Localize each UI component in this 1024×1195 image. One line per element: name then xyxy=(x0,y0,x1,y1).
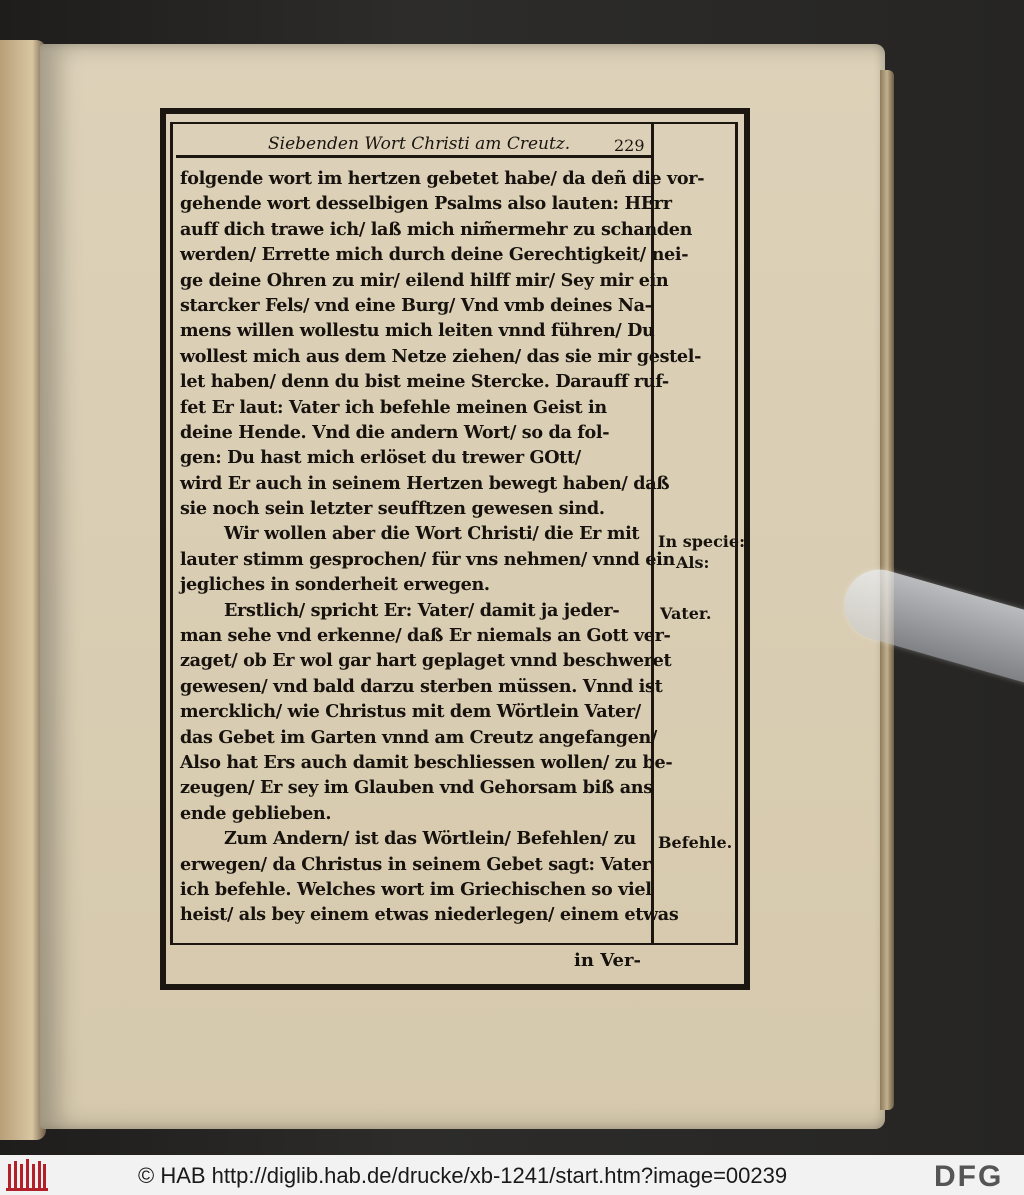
bottom-rule xyxy=(170,943,738,945)
text-line: sie noch sein letzter seufftzen gewesen sind. xyxy=(180,498,605,520)
header-rule xyxy=(176,155,654,158)
text-line: gen: Du hast mich erlöset du trewer GOtt/ xyxy=(180,447,581,469)
text-line: heist/ als bey einem etwas niederlegen/ einem etwas xyxy=(180,904,679,926)
text-line: wird Er auch in seinem Hertzen bewegt haben/ daß xyxy=(180,472,670,494)
hab-logo-icon xyxy=(6,1158,48,1192)
text-line: Also hat Ers auch damit beschliessen wollen/ zu be- xyxy=(180,751,673,773)
text-line: Zum Andern/ ist das Wörtlein/ Befehlen/ zu xyxy=(224,828,636,850)
text-line: werden/ Errette mich durch deine Gerechtigkeit/ nei- xyxy=(180,244,689,266)
text-line: ge deine Ohren zu mir/ eilend hilff mir/ Sey mir ein xyxy=(180,269,669,291)
text-line: wollest mich aus dem Netze ziehen/ das sie mir gestel- xyxy=(180,345,702,367)
text-line: mercklich/ wie Christus mit dem Wörtlein Vater/ xyxy=(180,701,641,723)
text-line: folgende wort im hertzen gebetet habe/ da deñ die vor- xyxy=(180,168,705,189)
text-line: gehende wort desselbigen Psalms also lauten: HErr xyxy=(180,193,672,215)
running-head: Siebenden Wort Christi am Creutz. xyxy=(268,134,571,154)
margin-note-als: Als: xyxy=(676,553,710,572)
text-line: starcker Fels/ vnd eine Burg/ Vnd vmb deines Na- xyxy=(180,294,652,316)
text-line: erwegen/ da Christus in seinem Gebet sagt: Vater xyxy=(180,853,651,875)
footer-credit-link[interactable]: © HAB http://diglib.hab.de/drucke/xb-1241/start.htm?image=00239 xyxy=(138,1163,788,1188)
catchword: in Ver- xyxy=(574,950,641,971)
text-line: let haben/ denn du bist meine Stercke. Darauff ruf- xyxy=(180,371,669,393)
text-line: deine Hende. Vnd die andern Wort/ so da fol- xyxy=(180,421,610,443)
text-line: jegliches in sonderheit erwegen. xyxy=(180,574,490,596)
text-line: Erstlich/ spricht Er: Vater/ damit ja jeder- xyxy=(224,599,620,621)
margin-note-in-specie: In specie: xyxy=(658,532,745,551)
text-line: zeugen/ Er sey im Glauben vnd Gehorsam biß ans xyxy=(180,777,653,799)
text-line: lauter stimm gesprochen/ für vns nehmen/ vnnd ein xyxy=(180,548,675,570)
margin-note-vater: Vater. xyxy=(660,604,712,623)
top-rule xyxy=(170,122,738,124)
margin-note-befehle: Befehle. xyxy=(658,833,733,852)
text-line: ende geblieben. xyxy=(180,802,332,824)
text-line: auff dich trawe ich/ laß mich nim̃ermehr zu schanden xyxy=(180,218,693,240)
text-line: gewesen/ vnd bald darzu sterben müssen. Vnnd ist xyxy=(180,675,663,697)
text-line: mens willen wollestu mich leiten vnnd führen/ Du xyxy=(180,320,655,342)
page-number: 229 xyxy=(614,136,645,155)
text-line: ich befehle. Welches wort im Griechischen so viel xyxy=(180,878,652,900)
text-line: man sehe vnd erkenne/ daß Er niemals an Gott ver- xyxy=(180,625,671,647)
text-line: Wir wollen aber die Wort Christi/ die Er mit xyxy=(224,523,640,545)
text-line: zaget/ ob Er wol gar hart geplaget vnnd beschweret xyxy=(180,650,672,672)
text-line: fet Er laut: Vater ich befehle meinen Geist in xyxy=(180,396,607,418)
text-line: das Gebet im Garten vnnd am Creutz angefangen/ xyxy=(180,726,657,748)
dfg-logo: DFG xyxy=(934,1160,1004,1193)
